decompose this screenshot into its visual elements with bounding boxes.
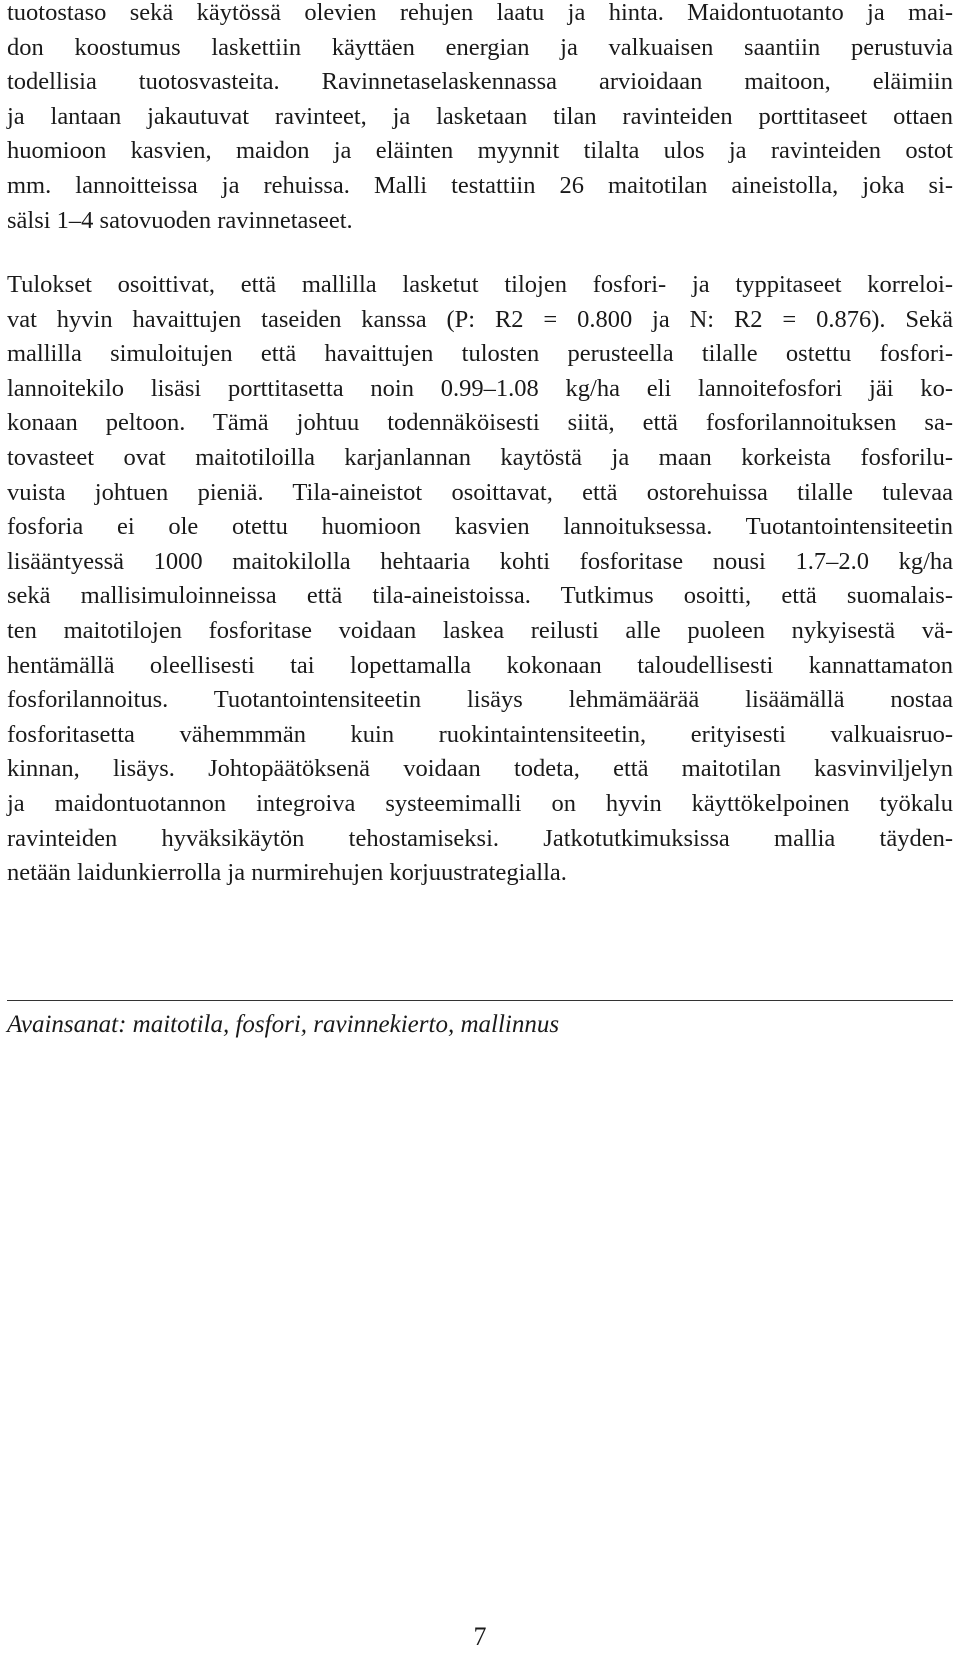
text-line: ja maidontuotannon integroiva systeemimalli on hyvin käyttökelpoinen työkalu: [7, 789, 953, 817]
text-line: huomioon kasvien, maidon ja eläinten myynnit tilalta ulos ja ravinteiden ostot: [7, 137, 953, 165]
paragraph-results: [7, 268, 953, 891]
text-line: Tulokset osoittivat, että mallilla lasketut tilojen fosfori- ja typpitaseet korreloi-: [7, 271, 953, 298]
text-line: kinnan, lisäys. Johtopäätöksenä voidaan todeta, että maitotilan kasvinviljelyn: [7, 755, 953, 783]
text-line: fosforitasetta vähemmmän kuin ruokintaintensiteetin, erityisesti valkuaisruo-: [7, 720, 953, 748]
text-line: vat hyvin havaittujen taseiden kanssa (P: R2 = 0.800 ja N: R2 = 0.876). Sekä: [7, 305, 953, 333]
text-line: hentämällä oleellisesti tai lopettamalla kokonaan taloudellisesti kannattamaton: [7, 651, 953, 679]
text-line: tovasteet ovat maitotiloilla karjanlannan kaytöstä ja maan korkeista fosforilu-: [7, 443, 953, 471]
text-line: fosforilannoitus. Tuotantointensiteetin lisäys lehmämäärää lisäämällä nostaa: [7, 686, 953, 714]
text-line: sekä mallisimuloinneissa että tila-aineistoissa. Tutkimus osoitti, että suomalais-: [7, 582, 953, 610]
text-line: fosforia ei ole otettu huomioon kasvien lannoituksessa. Tuotantointensiteetin: [7, 513, 953, 541]
text-line: lannoitekilo lisäsi porttitasetta noin 0.99–1.08 kg/ha eli lannoitefosfori jäi ko-: [7, 374, 953, 402]
text-line: netään laidunkierrolla ja nurmirehujen korjuustrategialla.: [7, 859, 567, 887]
text-line: mm. lannoitteissa ja rehuissa. Malli testattiin 26 maitotilan aineistolla, joka si-: [7, 171, 953, 199]
text-line: ja lantaan jakautuvat ravinteet, ja lasketaan tilan ravinteiden porttitaseet ottaen: [7, 102, 953, 130]
keywords-line: Avainsanat: maitotila, fosfori, ravinnekierto, mallinnus: [7, 1011, 560, 1038]
text-line: konaan peltoon. Tämä johtuu todennäköisesti siitä, että fosforilannoituksen sa-: [7, 409, 953, 437]
text-line: ten maitotilojen fosforitase voidaan laskea reilusti alle puoleen nykyisestä vä-: [7, 616, 953, 644]
text-line: vuista johtuen pieniä. Tila-aineistot osoittavat, että ostorehuissa tilalle tulevaa: [7, 478, 953, 506]
paragraph-methods: [7, 0, 953, 238]
text-line: todellisia tuotosvasteita. Ravinnetaselaskennassa arvioidaan maitoon, eläimiin: [7, 68, 953, 96]
text-line: don koostumus laskettiin käyttäen energian ja valkuaisen saantiin perustuvia: [7, 33, 953, 61]
keywords-divider: [7, 1000, 953, 1001]
text-line: sälsi 1–4 satovuoden ravinnetaseet.: [7, 206, 353, 234]
text-line: tuotostaso sekä käytössä olevien rehujen laatu ja hinta. Maidontuotanto ja mai-: [7, 0, 953, 26]
page-number: 7: [473, 1622, 487, 1651]
text-line: lisääntyessä 1000 maitokilolla hehtaaria kohti fosforitase nousi 1.7–2.0 kg/ha: [7, 547, 953, 575]
text-line: ravinteiden hyväksikäytön tehostamiseksi. Jatkotutkimuksissa mallia täyden-: [7, 824, 953, 852]
text-line: mallilla simuloitujen että havaittujen tulosten perusteella tilalle ostettu fosfori-: [7, 340, 953, 368]
